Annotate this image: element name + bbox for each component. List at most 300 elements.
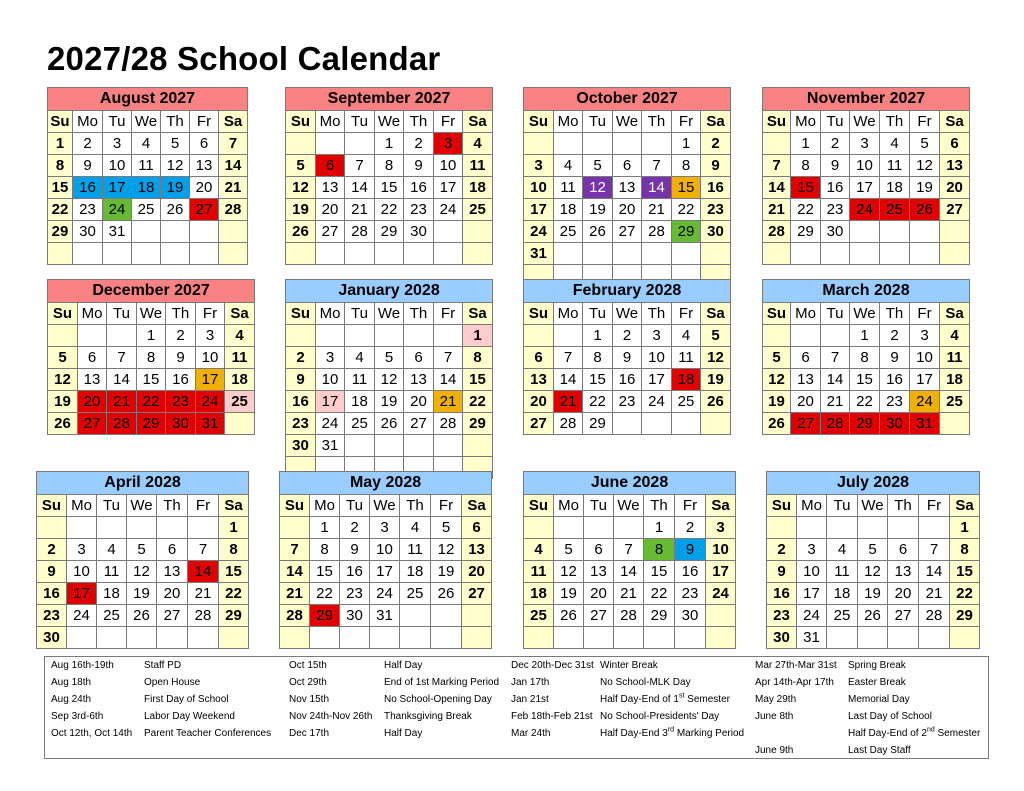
day-cell: 31: [910, 413, 940, 435]
day-cell: 6: [157, 539, 188, 561]
day-cell: 14: [188, 561, 219, 583]
day-cell: 24: [850, 199, 880, 221]
day-cell: 1: [583, 325, 613, 347]
day-cell: 14: [614, 561, 644, 583]
day-cell: 7: [614, 539, 644, 561]
day-cell: 23: [880, 391, 910, 413]
day-cell: [103, 243, 132, 265]
day-cell: 2: [613, 325, 642, 347]
day-cell: 21: [554, 391, 583, 413]
day-cell: 4: [345, 347, 375, 369]
day-cell: 9: [286, 369, 316, 391]
weekday-header: Tu: [583, 111, 613, 133]
day-cell: 14: [554, 369, 583, 391]
day-cell: [763, 243, 791, 265]
day-cell: 11: [672, 347, 701, 369]
day-cell: [940, 243, 970, 265]
weekday-header: Th: [166, 303, 196, 325]
weekday-header: Su: [524, 303, 554, 325]
day-cell: 9: [340, 539, 370, 561]
weekday-header: Mo: [78, 303, 107, 325]
day-cell: 1: [850, 325, 880, 347]
weekday-header: Fr: [919, 495, 950, 517]
day-cell: 10: [850, 155, 880, 177]
day-cell: 5: [431, 517, 462, 539]
weekday-header: Tu: [584, 495, 614, 517]
day-cell: 12: [910, 155, 940, 177]
day-cell: 10: [434, 155, 463, 177]
day-cell: 5: [910, 133, 940, 155]
weekday-header: Sa: [940, 111, 970, 133]
day-cell: 16: [880, 369, 910, 391]
day-cell: 16: [37, 583, 67, 605]
day-cell: [940, 413, 970, 435]
day-cell: 5: [375, 347, 404, 369]
weekday-header: Sa: [950, 495, 980, 517]
month-table: [285, 279, 493, 479]
day-cell: 26: [910, 199, 940, 221]
day-cell: [404, 243, 434, 265]
day-cell: 23: [613, 391, 642, 413]
day-cell: 8: [950, 539, 980, 561]
day-cell: 30: [404, 221, 434, 243]
day-cell: 31: [797, 627, 827, 649]
day-cell: 24: [706, 583, 736, 605]
day-cell: 28: [821, 413, 850, 435]
day-cell: [97, 517, 127, 539]
weekday-header: Su: [524, 495, 554, 517]
day-cell: 15: [672, 177, 701, 199]
day-cell: 17: [196, 369, 225, 391]
weekday-header: Sa: [706, 495, 736, 517]
day-cell: [584, 517, 614, 539]
day-cell: 28: [614, 605, 644, 627]
day-cell: 4: [880, 133, 910, 155]
day-cell: 27: [404, 413, 434, 435]
day-cell: 17: [524, 199, 554, 221]
weekday-header: We: [614, 495, 644, 517]
day-cell: 30: [73, 221, 103, 243]
day-cell: [219, 243, 248, 265]
day-cell: 8: [219, 539, 249, 561]
day-cell: 19: [554, 583, 584, 605]
day-cell: [614, 517, 644, 539]
legend-event: Last Day Staff: [848, 745, 911, 756]
day-cell: 29: [310, 605, 340, 627]
day-cell: [219, 221, 248, 243]
month-title: July 2028: [767, 472, 980, 495]
legend-event: First Day of School: [144, 694, 229, 705]
weekday-header: Sa: [219, 111, 248, 133]
day-cell: 23: [286, 413, 316, 435]
day-cell: 8: [791, 155, 821, 177]
month-table: [36, 471, 249, 649]
day-cell: [310, 627, 340, 649]
weekday-header: We: [613, 111, 642, 133]
weekday-header: Mo: [791, 111, 821, 133]
day-cell: [97, 627, 127, 649]
day-cell: 25: [345, 413, 375, 435]
weekday-header: Sa: [701, 111, 731, 133]
legend-event: Open House: [144, 677, 201, 688]
day-cell: 19: [910, 177, 940, 199]
day-cell: 2: [880, 325, 910, 347]
day-cell: 5: [583, 155, 613, 177]
day-cell: 20: [584, 583, 614, 605]
day-cell: 11: [463, 155, 493, 177]
month-title: May 2028: [280, 472, 492, 495]
legend-date: Jan 21st: [511, 694, 549, 705]
legend-box: [44, 656, 989, 759]
weekday-header: We: [137, 303, 166, 325]
legend-date: Oct 29th: [289, 677, 327, 688]
weekday-header: Sa: [940, 303, 970, 325]
day-cell: 21: [219, 177, 248, 199]
day-cell: [280, 627, 310, 649]
day-cell: 28: [919, 605, 950, 627]
weekday-header: Mo: [67, 495, 97, 517]
day-cell: 4: [400, 517, 431, 539]
weekday-header: Tu: [583, 303, 613, 325]
day-cell: 7: [219, 133, 248, 155]
legend-date: Dec 17th: [289, 728, 330, 739]
weekday-header: Th: [404, 303, 434, 325]
day-cell: 10: [910, 347, 940, 369]
day-cell: 21: [107, 391, 137, 413]
day-cell: 16: [767, 583, 797, 605]
day-cell: [888, 517, 919, 539]
day-cell: [375, 243, 404, 265]
day-cell: 3: [196, 325, 225, 347]
day-cell: [554, 325, 583, 347]
day-cell: 5: [554, 539, 584, 561]
day-cell: 23: [767, 605, 797, 627]
weekday-header: Tu: [821, 303, 850, 325]
weekday-header: Su: [37, 495, 67, 517]
day-cell: 24: [910, 391, 940, 413]
day-cell: 13: [940, 155, 970, 177]
day-cell: 18: [463, 177, 493, 199]
day-cell: 24: [524, 221, 554, 243]
day-cell: 30: [880, 413, 910, 435]
day-cell: [880, 243, 910, 265]
weekday-header: Th: [880, 111, 910, 133]
day-cell: 17: [910, 369, 940, 391]
day-cell: 6: [462, 517, 492, 539]
day-cell: [286, 325, 316, 347]
weekday-header: We: [375, 111, 404, 133]
day-cell: 7: [434, 347, 463, 369]
day-cell: [706, 627, 736, 649]
day-cell: 20: [524, 391, 554, 413]
day-cell: [910, 243, 940, 265]
day-cell: 15: [375, 177, 404, 199]
day-cell: 3: [642, 325, 672, 347]
day-cell: [642, 413, 672, 435]
day-cell: [858, 517, 888, 539]
day-cell: 10: [797, 561, 827, 583]
weekday-header: Sa: [219, 495, 249, 517]
day-cell: 28: [642, 221, 672, 243]
day-cell: 9: [880, 347, 910, 369]
day-cell: 11: [880, 155, 910, 177]
day-cell: 19: [701, 369, 731, 391]
day-cell: 29: [137, 413, 166, 435]
day-cell: 18: [400, 561, 431, 583]
weekday-header: Th: [888, 495, 919, 517]
weekday-header: Tu: [103, 111, 132, 133]
weekday-header: Sa: [225, 303, 255, 325]
day-cell: [375, 325, 404, 347]
day-cell: 16: [613, 369, 642, 391]
day-cell: 6: [190, 133, 219, 155]
day-cell: 28: [219, 199, 248, 221]
weekday-header: Sa: [462, 495, 492, 517]
day-cell: [613, 133, 642, 155]
day-cell: 23: [37, 605, 67, 627]
weekday-header: We: [613, 303, 642, 325]
day-cell: 12: [583, 177, 613, 199]
day-cell: 26: [763, 413, 791, 435]
day-cell: 6: [404, 347, 434, 369]
day-cell: [434, 221, 463, 243]
day-cell: 28: [107, 413, 137, 435]
weekday-header: Sa: [463, 111, 493, 133]
day-cell: 22: [850, 391, 880, 413]
legend-date: May 29th: [755, 694, 797, 705]
day-cell: 6: [584, 539, 614, 561]
day-cell: [345, 133, 375, 155]
day-cell: 16: [340, 561, 370, 583]
day-cell: 15: [48, 177, 73, 199]
day-cell: 12: [48, 369, 78, 391]
day-cell: [434, 243, 463, 265]
day-cell: 6: [524, 347, 554, 369]
legend-date: Oct 12th, Oct 14th: [51, 728, 133, 739]
day-cell: [340, 627, 370, 649]
day-cell: 10: [103, 155, 132, 177]
month-title: June 2028: [524, 472, 736, 495]
day-cell: 1: [375, 133, 404, 155]
day-cell: 21: [821, 391, 850, 413]
day-cell: 12: [763, 369, 791, 391]
day-cell: 4: [132, 133, 161, 155]
day-cell: 24: [370, 583, 400, 605]
weekday-header: Tu: [345, 303, 375, 325]
legend-event: End of 1st Marking Period: [384, 677, 500, 688]
legend-event: Half Day-End 3rd Marking Period: [600, 726, 745, 739]
day-cell: 23: [73, 199, 103, 221]
month-table: [279, 471, 492, 649]
day-cell: 25: [400, 583, 431, 605]
legend-date: Nov 15th: [289, 694, 330, 705]
legend-date: Aug 24th: [51, 694, 92, 705]
day-cell: 17: [642, 369, 672, 391]
day-cell: 19: [161, 177, 190, 199]
day-cell: 26: [701, 391, 731, 413]
day-cell: [67, 627, 97, 649]
legend-event: Half Day: [384, 728, 423, 739]
day-cell: 20: [888, 583, 919, 605]
day-cell: 22: [137, 391, 166, 413]
day-cell: 3: [850, 133, 880, 155]
day-cell: 24: [316, 413, 345, 435]
day-cell: 26: [375, 413, 404, 435]
day-cell: 30: [166, 413, 196, 435]
month-title: March 2028: [763, 280, 970, 303]
day-cell: [821, 325, 850, 347]
day-cell: [701, 243, 731, 265]
day-cell: [672, 243, 701, 265]
day-cell: [190, 221, 219, 243]
day-cell: 24: [103, 199, 132, 221]
day-cell: 8: [137, 347, 166, 369]
day-cell: [127, 627, 157, 649]
legend-date: Mar 27th-Mar 31st: [755, 660, 837, 671]
day-cell: 16: [404, 177, 434, 199]
day-cell: 3: [524, 155, 554, 177]
day-cell: [583, 243, 613, 265]
day-cell: 2: [701, 133, 731, 155]
day-cell: 19: [431, 561, 462, 583]
day-cell: 11: [132, 155, 161, 177]
weekday-header: Mo: [316, 111, 345, 133]
day-cell: 31: [524, 243, 554, 265]
day-cell: [850, 243, 880, 265]
day-cell: [919, 517, 950, 539]
day-cell: 2: [340, 517, 370, 539]
day-cell: [400, 627, 431, 649]
day-cell: [524, 133, 554, 155]
day-cell: [219, 627, 249, 649]
day-cell: 25: [97, 605, 127, 627]
weekday-header: Fr: [675, 495, 706, 517]
day-cell: 12: [858, 561, 888, 583]
weekday-header: Th: [880, 303, 910, 325]
day-cell: [554, 517, 584, 539]
weekday-header: Su: [524, 111, 554, 133]
day-cell: [858, 627, 888, 649]
day-cell: 30: [767, 627, 797, 649]
weekday-header: Th: [644, 495, 675, 517]
day-cell: 13: [462, 539, 492, 561]
day-cell: [767, 517, 797, 539]
day-cell: 18: [880, 177, 910, 199]
day-cell: [157, 627, 188, 649]
day-cell: 27: [940, 199, 970, 221]
weekday-header: Th: [161, 111, 190, 133]
day-cell: 19: [48, 391, 78, 413]
day-cell: 27: [584, 605, 614, 627]
day-cell: [827, 517, 858, 539]
day-cell: 25: [524, 605, 554, 627]
day-cell: 20: [157, 583, 188, 605]
weekday-header: Su: [48, 303, 78, 325]
day-cell: 6: [613, 155, 642, 177]
day-cell: [888, 627, 919, 649]
day-cell: 25: [672, 391, 701, 413]
weekday-header: Fr: [910, 111, 940, 133]
weekday-header: We: [858, 495, 888, 517]
weekday-header: Th: [157, 495, 188, 517]
day-cell: 5: [161, 133, 190, 155]
day-cell: 5: [286, 155, 316, 177]
day-cell: 9: [37, 561, 67, 583]
day-cell: 13: [157, 561, 188, 583]
day-cell: 2: [675, 517, 706, 539]
day-cell: 30: [340, 605, 370, 627]
day-cell: [791, 325, 821, 347]
legend-date: Feb 18th-Feb 21st: [511, 711, 593, 722]
legend-event: Staff PD: [144, 660, 182, 671]
day-cell: [706, 605, 736, 627]
day-cell: 28: [434, 413, 463, 435]
day-cell: [48, 325, 78, 347]
day-cell: 13: [613, 177, 642, 199]
legend-date: June 9th: [755, 745, 794, 756]
day-cell: 2: [767, 539, 797, 561]
day-cell: 27: [78, 413, 107, 435]
day-cell: 7: [188, 539, 219, 561]
day-cell: 12: [375, 369, 404, 391]
day-cell: [940, 221, 970, 243]
day-cell: 21: [345, 199, 375, 221]
month-title: January 2028: [286, 280, 493, 303]
day-cell: 13: [190, 155, 219, 177]
day-cell: 4: [524, 539, 554, 561]
day-cell: 24: [797, 605, 827, 627]
weekday-header: We: [127, 495, 157, 517]
day-cell: 21: [614, 583, 644, 605]
day-cell: 17: [850, 177, 880, 199]
day-cell: [850, 221, 880, 243]
day-cell: 1: [463, 325, 493, 347]
month-title: April 2028: [37, 472, 249, 495]
day-cell: 9: [404, 155, 434, 177]
day-cell: [225, 413, 255, 435]
day-cell: 23: [701, 199, 731, 221]
day-cell: [763, 133, 791, 155]
day-cell: 28: [554, 413, 583, 435]
day-cell: [107, 325, 137, 347]
day-cell: 9: [73, 155, 103, 177]
weekday-header: Mo: [554, 111, 583, 133]
month-title: September 2027: [286, 88, 493, 111]
day-cell: [554, 133, 583, 155]
day-cell: 27: [791, 413, 821, 435]
month-table: [523, 471, 736, 649]
day-cell: 6: [888, 539, 919, 561]
page-title: 2027/28 School Calendar: [47, 40, 441, 77]
day-cell: 24: [67, 605, 97, 627]
day-cell: 13: [791, 369, 821, 391]
day-cell: [375, 435, 404, 457]
day-cell: [821, 243, 850, 265]
day-cell: 30: [675, 605, 706, 627]
day-cell: 23: [340, 583, 370, 605]
day-cell: 9: [675, 539, 706, 561]
day-cell: [132, 221, 161, 243]
day-cell: 25: [880, 199, 910, 221]
day-cell: 24: [196, 391, 225, 413]
day-cell: 17: [67, 583, 97, 605]
day-cell: [642, 133, 672, 155]
day-cell: 19: [375, 391, 404, 413]
day-cell: 26: [286, 221, 316, 243]
day-cell: 4: [827, 539, 858, 561]
day-cell: 5: [127, 539, 157, 561]
day-cell: 20: [316, 199, 345, 221]
